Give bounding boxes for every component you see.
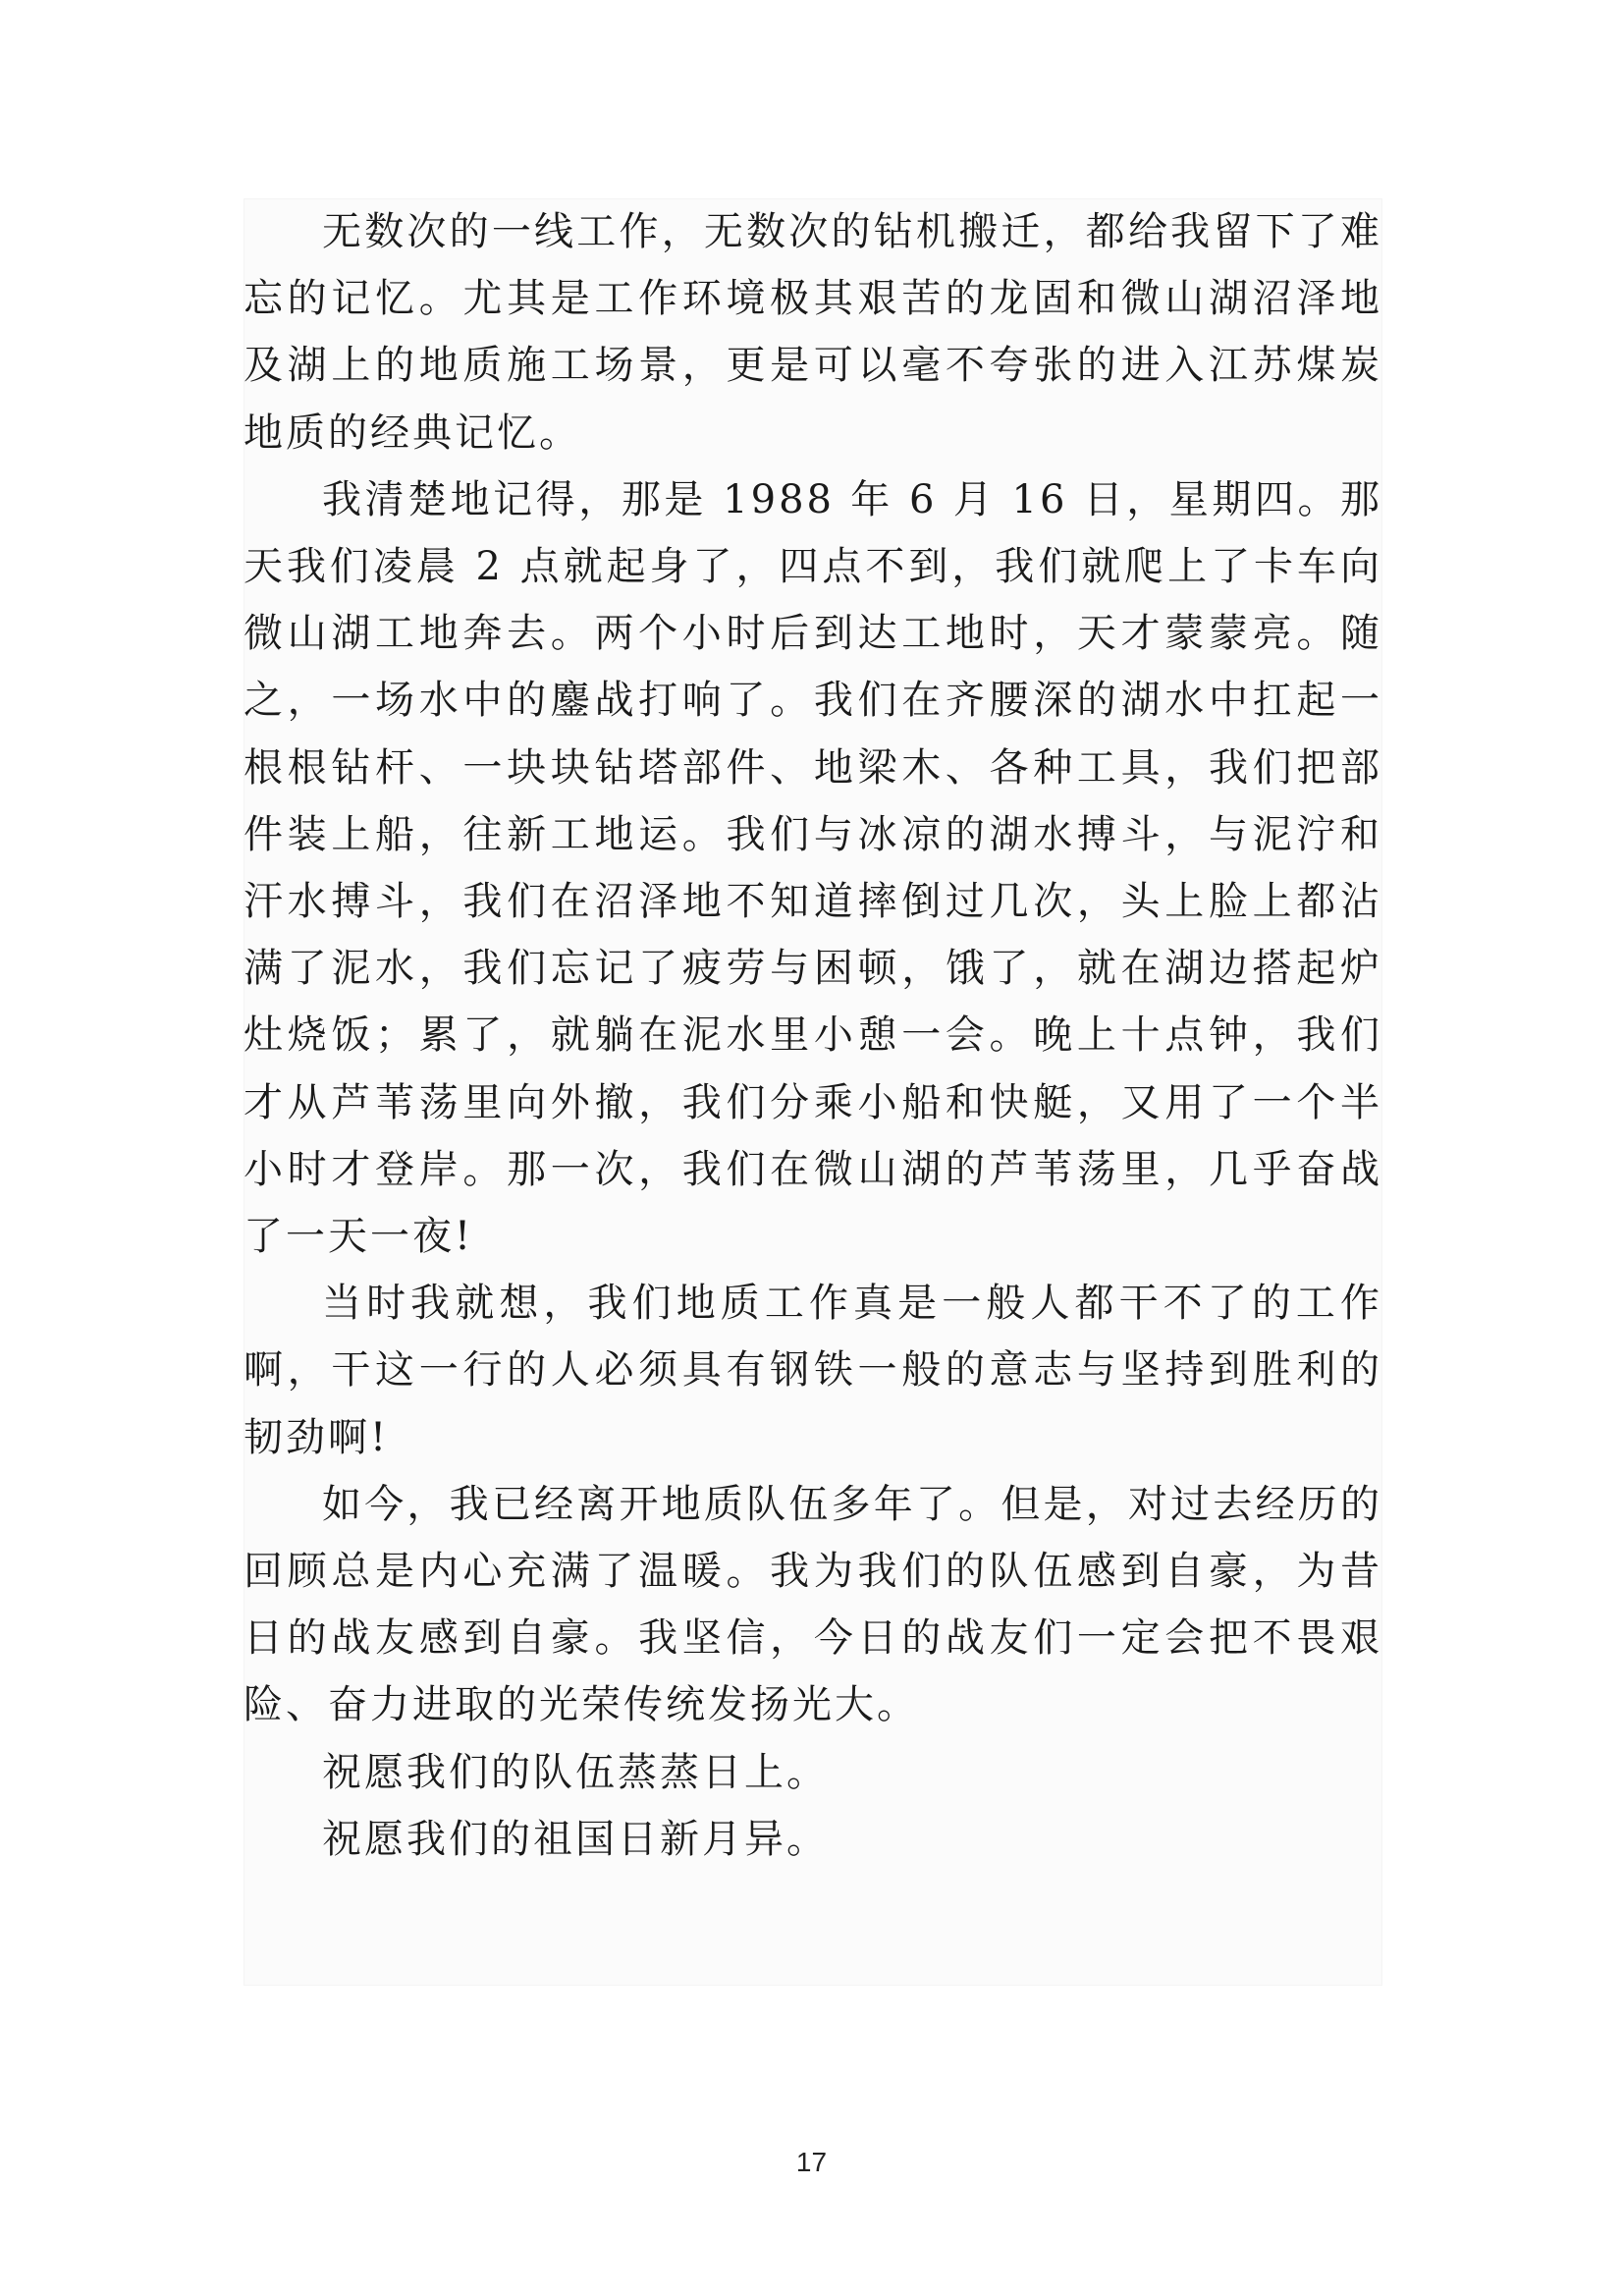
page-number: 17 [795, 2147, 828, 2177]
paragraph-6: 祝愿我们的祖国日新月异。 [322, 1816, 829, 1862]
body-text [243, 198, 1382, 1986]
paragraph-2: 我清楚地记得，那是 1988 年 6 月 16 日，星期四。那天我们凌晨 2 点就起身了，四点不到，我们就爬上了卡车向微山湖工地奔去。两个小时后到达工地时，天才蒙蒙亮。随之，一场水中的鏖战打响了。我们在齐腰深的湖水中扛起一根根钻杆、一块块钻塔部件、地梁木、各种工具，我们把部件装上船，往新工地运。我们与冰凉的湖水搏斗，与泥泞和汗水搏斗，我们在沼泽地不知道摔倒过几次，头上脸上都沾满了泥水，我们忘记了疲劳与困顿，饿了，就在湖边搭起炉灶烧饭；累了，就躺在泥水里小憩一会。晚上十点钟，我们才从芦苇荡里向外撤，我们分乘小船和快艇，又用了一个半小时才登岸。那一次，我们在微山湖的芦苇荡里，几乎奋战了一天一夜! [243, 476, 1382, 1260]
paragraph-1: 无数次的一线工作，无数次的钻机搬迁，都给我留下了难忘的记忆。尤其是工作环境极其艰苦的龙固和微山湖沼泽地及湖上的地质施工场景，更是可以毫不夸张的进入江苏煤炭地质的经典记忆。 [243, 209, 1382, 456]
paragraph-3: 当时我就想，我们地质工作真是一般人都干不了的工作啊，干这一行的人必须具有钢铁一般的意志与坚持到胜利的韧劲啊! [243, 1281, 1382, 1460]
paragraph-5: 祝愿我们的队伍蒸蒸日上。 [322, 1749, 829, 1795]
paragraph-4: 如今，我已经离开地质队伍多年了。但是，对过去经历的回顾总是内心充满了温暖。我为我们的队伍感到自豪，为昔日的战友感到自豪。我坚信，今日的战友们一定会把不畏艰险、奋力进取的光荣传统发扬光大。 [243, 1481, 1382, 1728]
